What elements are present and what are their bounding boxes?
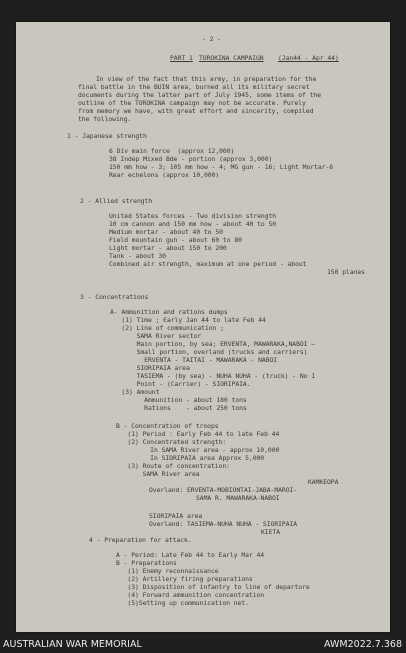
route-line: SIORIPAIA area bbox=[149, 512, 203, 520]
concentration-line: Rations - about 250 tons bbox=[110, 404, 247, 412]
strength-line: Combined air strength, maximum at one period - about bbox=[109, 260, 307, 268]
footer-bar bbox=[0, 636, 406, 653]
institution-name: AUSTRALIAN WAR MEMORIAL bbox=[3, 639, 142, 650]
intro-line: documents during the latter part of July 1945, some items of the bbox=[78, 91, 322, 99]
concentration-line: (1) Time ; Early Jan 44 to late Feb 44 bbox=[110, 316, 266, 324]
strength-line: 10 cm cannon and 150 mm how - about 40 to 50 bbox=[109, 220, 277, 228]
intro-line: In view of the fact that this army, in preparation for the bbox=[96, 75, 317, 83]
strength-line: Medium mortar - about 40 to 50 bbox=[109, 228, 223, 236]
accession-number: AWM2022.7.368 bbox=[324, 639, 402, 650]
strength-line: Rear echelons (approx 10,000) bbox=[109, 171, 220, 179]
campaign-title: TOROKINA CAMPAIGN bbox=[199, 54, 264, 62]
campaign-dates: (Jan44 - Apr 44) bbox=[278, 54, 339, 62]
concentration-line: A- Ammunition and rations dumps bbox=[110, 308, 228, 316]
section-heading: 2 - Allied strength bbox=[80, 197, 153, 205]
document-page bbox=[16, 22, 390, 632]
section-heading: 3 - Concentrations bbox=[80, 293, 149, 301]
concentration-line: (3) Amount bbox=[110, 388, 160, 396]
concentration-line: (2) Line of communication ; bbox=[110, 324, 224, 332]
preparation-line: (3) Disposition of infantry to line of departure bbox=[116, 583, 310, 591]
section-heading: 1 - Japanese strength bbox=[67, 132, 147, 140]
concentration-line: (2) Concentrated strength: bbox=[116, 438, 227, 446]
concentration-line: Small portion, overland (trucks and carriers) bbox=[110, 348, 308, 356]
concentration-line: Ammunition - about 180 tons bbox=[110, 396, 247, 404]
route-line: Overland: ERVENTA-MOBIONTAI-JABA-MAROI- bbox=[149, 486, 298, 494]
intro-line: outline of the TOROKINA campaign may not be accurate. Purely bbox=[78, 99, 306, 107]
concentration-line: TASIEMA - (by sea) - NUHA NUHA - (truck) - No 1 bbox=[110, 372, 316, 380]
preparation-line: (5)Setting up communication net. bbox=[116, 599, 249, 607]
intro-line: the following. bbox=[78, 115, 132, 123]
preparation-line: (2) Artillery firing preparations bbox=[116, 575, 253, 583]
concentration-line: SAMA River sector bbox=[110, 332, 202, 340]
concentration-line: (3) Route of concentration: bbox=[116, 462, 230, 470]
part-label: PART 1 bbox=[170, 54, 193, 62]
concentration-line: In SIORIPAIA area Approx 5,000 bbox=[116, 454, 265, 462]
concentration-line: Main portion, by sea; ERVENTA, MAWARAKA,NABOI – bbox=[110, 340, 316, 348]
intro-line: final battle in the BUIN area, burned all its military secret bbox=[78, 83, 310, 91]
concentration-line: B - Concentration of troops bbox=[116, 422, 219, 430]
strength-line: 6 Div main force (approx 12,000) bbox=[109, 147, 235, 155]
strength-line: Light mortar - about 150 to 200 bbox=[109, 244, 227, 252]
strength-line: United States forces - Two division strength bbox=[109, 212, 277, 220]
intro-line: from memory we have, with great effort and sincerity, compiled bbox=[78, 107, 314, 115]
place-name: KAMKEOPA bbox=[308, 478, 339, 486]
concentration-line: SAMA River area bbox=[116, 470, 200, 478]
preparation-line: A - Period: Late Feb 44 to Early Mar 44 bbox=[116, 551, 265, 559]
page-number: - 2 - bbox=[202, 35, 221, 43]
strength-line: Field mountain gun - about 60 to 80 bbox=[109, 236, 242, 244]
strength-line: 150 mm how - 3; 105 mm how - 4; MG gun - 16; Light Mortar-6 bbox=[109, 163, 334, 171]
preparation-line: (1) Enemy reconnaissance bbox=[116, 567, 219, 575]
strength-line: 150 planes bbox=[327, 268, 365, 276]
concentration-line: Point - (Carrier) - SIORIPAIA. bbox=[110, 380, 251, 388]
place-name: KIETA bbox=[261, 528, 280, 536]
concentration-line: SIORIPAIA area bbox=[110, 364, 190, 372]
concentration-line: (1) Period : Early Feb 44 to late Feb 44 bbox=[116, 430, 280, 438]
concentration-line: In SAMA River area - approx 10,000 bbox=[116, 446, 280, 454]
strength-line: 38 Indep Mixed Bde - portion (approx 3,000) bbox=[109, 155, 273, 163]
strength-line: Tank - about 30 bbox=[109, 252, 166, 260]
concentration-line: ERVENTA - TAITAI - MAWARAKA - NABOI bbox=[110, 356, 278, 364]
preparation-line: B - Preparations bbox=[116, 559, 177, 567]
route-line: SAMA R. MAWARAKA-NABOI bbox=[196, 494, 280, 502]
section-heading: 4 - Preparation for attack. bbox=[89, 536, 192, 544]
preparation-line: (4) Forward ammunition concentration bbox=[116, 591, 265, 599]
route-line: Overland: TASIEMA-NUHA NUHA - SIORIPAIA bbox=[149, 520, 298, 528]
